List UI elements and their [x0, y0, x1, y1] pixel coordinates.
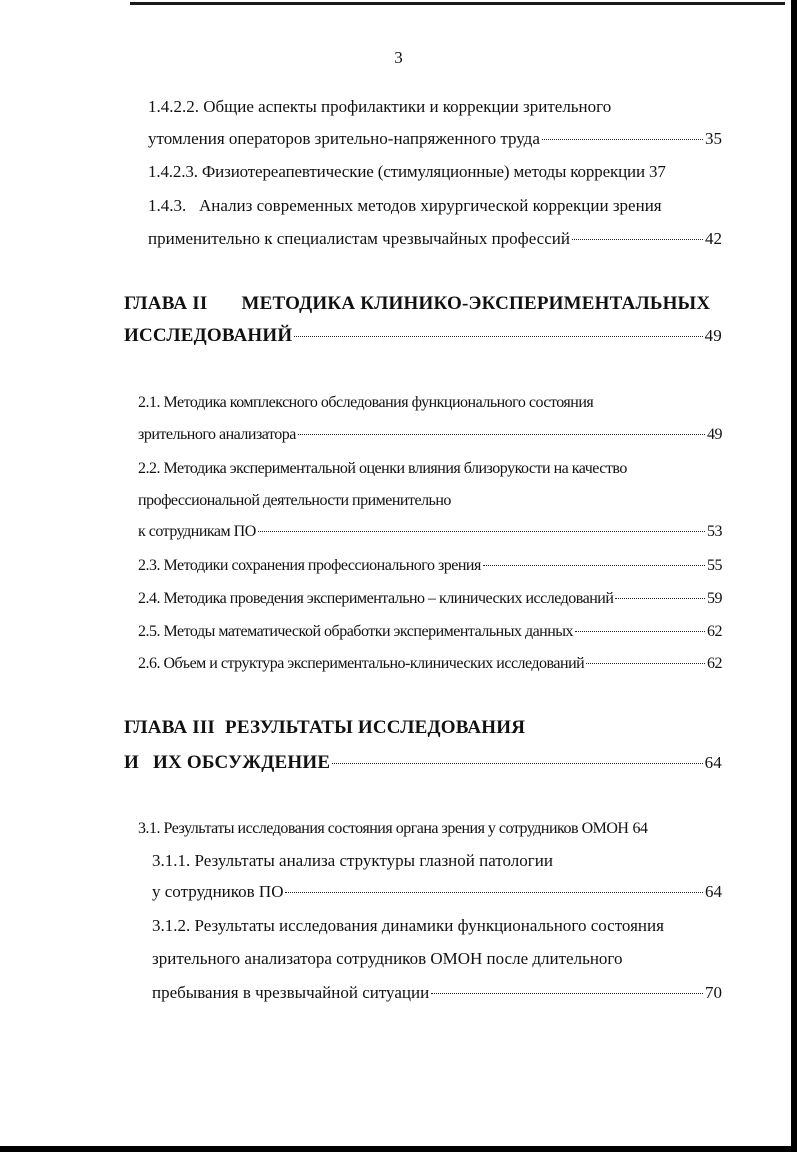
chapter-2-title-cont: ИССЛЕДОВАНИЙ — [124, 325, 293, 346]
toc-entry-1-4-2-2-line2 — [148, 128, 722, 150]
toc-entry-2-3 — [138, 555, 722, 577]
toc-entry-3-1-2-line3 — [152, 982, 722, 1004]
dot-leader — [431, 993, 703, 994]
toc-entry-2-1-line2 — [138, 424, 722, 446]
toc-entry-2-2-line3 — [138, 521, 722, 543]
toc-entry-2-6 — [138, 653, 722, 675]
toc-entry-1-4-3-line1: 1.4.3. Анализ современных методов хирургической коррекции зрения — [148, 196, 662, 215]
toc-page-number: 55 — [707, 557, 722, 574]
dot-leader — [285, 892, 703, 893]
page-number: 3 — [394, 48, 403, 67]
toc-entry-3-1 — [138, 818, 722, 840]
toc-entry-text: 2.6. Объем и структура экспериментально-клинических исследований — [138, 655, 585, 672]
dot-leader — [483, 565, 705, 566]
chapter-3-title-cont: ИХ ОБСУЖДЕНИЕ — [152, 752, 331, 773]
toc-entry-1-4-3-line2 — [148, 228, 722, 250]
dot-leader — [298, 434, 705, 435]
toc-entry-3-1-2-line2: зрительного анализатора сотрудников ОМОН после длительного — [152, 949, 623, 968]
dot-leader — [572, 239, 703, 240]
toc-entry-text: пребывания в чрезвычайной ситуации — [152, 983, 430, 1002]
toc-page-number: 37 — [648, 162, 666, 181]
toc-entry-3-1-1-line2 — [152, 881, 722, 903]
scan-edge-right — [791, 0, 797, 1152]
chapter-2-heading-line2 — [124, 324, 722, 348]
chapter-3-title: РЕЗУЛЬТАТЫ ИССЛЕДОВАНИЯ — [225, 717, 526, 738]
toc-entry-text: 2.5. Методы математической обработки экспериментальных данных — [138, 623, 574, 640]
toc-entry-1-4-2-2-line1: 1.4.2.2. Общие аспекты профилактики и коррекции зрительного — [148, 97, 612, 116]
dot-leader — [332, 763, 702, 764]
dot-leader — [586, 663, 705, 664]
dot-leader — [615, 598, 705, 599]
toc-entry-text: применительно к специалистам чрезвычайных профессий — [148, 229, 570, 248]
toc-entry-text: 1.4.2.3. Физиотереапевтические (стимуляционные) методы коррекции — [148, 162, 645, 181]
toc-page-number: 59 — [707, 590, 722, 607]
scan-edge-bottom — [0, 1146, 797, 1152]
toc-entry-text: к сотрудникам ПО — [138, 523, 256, 540]
dot-leader — [542, 139, 703, 140]
toc-entry-2-5 — [138, 621, 722, 643]
toc-page-number: 64 — [705, 882, 722, 901]
toc-page-number: 70 — [705, 983, 722, 1002]
toc-page-number: 62 — [707, 623, 722, 640]
toc-page-number: 64 — [632, 820, 648, 837]
toc-entry-2-1-line1: 2.1. Методика комплексного обследования функционального состояния — [138, 394, 594, 411]
chapter-3-heading-line2 — [124, 751, 722, 775]
toc-entry-3-1-2-line1: 3.1.2. Результаты исследования динамики функционального состояния — [152, 916, 664, 935]
dot-leader — [575, 631, 705, 632]
toc-entry-text: 3.1. Результаты исследования состояния органа зрения у сотрудников ОМОН — [138, 820, 629, 837]
scan-edge-top — [130, 2, 785, 5]
toc-entry-text: у сотрудников ПО — [152, 882, 284, 901]
toc-page-number: 35 — [705, 129, 722, 148]
toc-page-number: 62 — [707, 655, 722, 672]
toc-entry-text: зрительного анализатора — [138, 426, 296, 443]
toc-entry-2-2-line2: профессиональной деятельности применительно — [138, 492, 451, 509]
toc-entry-text: 2.4. Методика проведения экспериментально – клинических исследований — [138, 590, 614, 607]
dot-leader — [294, 336, 702, 337]
toc-page-number: 42 — [705, 229, 722, 248]
toc-page-number: 49 — [704, 326, 722, 345]
toc-entry-2-4 — [138, 588, 722, 610]
toc-page-number: 64 — [704, 753, 722, 772]
toc-entry-text: 2.3. Методики сохранения профессионального зрения — [138, 557, 481, 574]
toc-page-number: 49 — [707, 426, 722, 443]
toc-entry-2-2-line1: 2.2. Методика экспериментальной оценки влияния близорукости на качество — [138, 460, 627, 477]
chapter-3-title-conj: И — [124, 752, 139, 773]
chapter-3-heading-line1 — [124, 716, 525, 740]
chapter-2-label: ГЛАВА II — [124, 293, 208, 314]
chapter-2-title: МЕТОДИКА КЛИНИКО-ЭКСПЕРИМЕНТАЛЬНЫХ — [241, 293, 711, 314]
dot-leader — [258, 531, 705, 532]
toc-entry-3-1-1-line1: 3.1.1. Результаты анализа структуры глазной патологии — [152, 851, 553, 870]
toc-page-number: 53 — [707, 523, 722, 540]
toc-entry-1-4-2-3 — [148, 161, 722, 183]
toc-entry-text: утомления операторов зрительно-напряженного труда — [148, 129, 540, 148]
chapter-2-heading-line1 — [124, 292, 710, 316]
chapter-3-label: ГЛАВА III — [124, 717, 216, 738]
